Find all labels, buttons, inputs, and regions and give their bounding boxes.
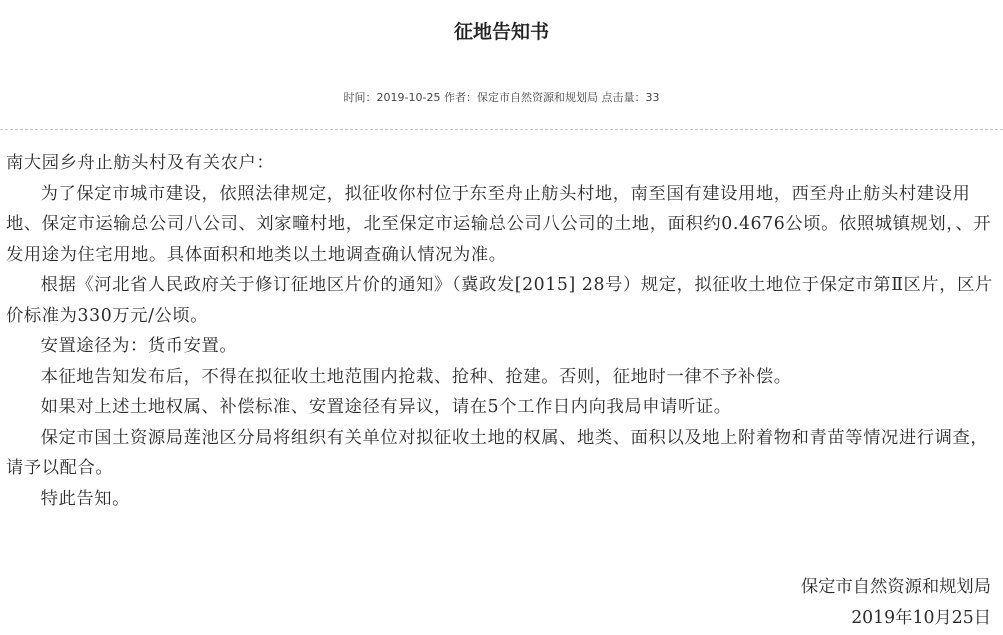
paragraph-prohibition: 本征地告知发布后，不得在拟征收土地范围内抢栽、抢种、抢建。否则，征地时一律不予补偿。 [40,366,792,387]
page-title: 征地告知书 [453,21,549,43]
divider [0,129,1003,130]
paragraph-hearing: 如果对上述土地权属、补偿标准、安置途径有异议，请在5个工作日内向我局申请听证。 [40,397,732,417]
paragraph-land-scope: 为了保定市城市建设，依照法律规定，拟征收你村位于东至舟止舫头村地，南至国有建设用地，西至舟止舫头村建设用地、保定市运输总公司八公司、刘家疃村地，北至保定市运输总公司八公司的土地，面积约0.4676公顷。依照城镇规划，、开发用途为住宅用地。具体面积和地类以土地调查确认情况为准。 [6,183,992,265]
paragraph-investigation: 保定市国土资源局莲池区分局将组织有关单位对拟征收土地的权属、地类、面积以及地上附着物和青苗等情况进行调查，请予以配合。 [6,427,989,478]
paragraph-resettlement: 安置途径为：货币安置。 [40,336,238,356]
article-body [6,148,994,514]
signature-org: 保定市自然资源和规划局 [800,577,991,597]
paragraph-closing: 特此告知。 [40,488,131,509]
paragraph-price-standard: 根据《河北省人民政府关于修订征地区片价的通知》（冀政发[2015] 28号）规定，拟征收土地位于保定市第Ⅱ区片，区片价标准为330万元/公顷。 [6,275,993,326]
signature-date: 2019年10月25日 [851,608,991,628]
article-meta: 时间：2019-10-25 作者：保定市自然资源和规划局 点击量：33 [343,91,660,104]
salutation: 南大园乡舟止舫头村及有关农户： [6,153,275,173]
